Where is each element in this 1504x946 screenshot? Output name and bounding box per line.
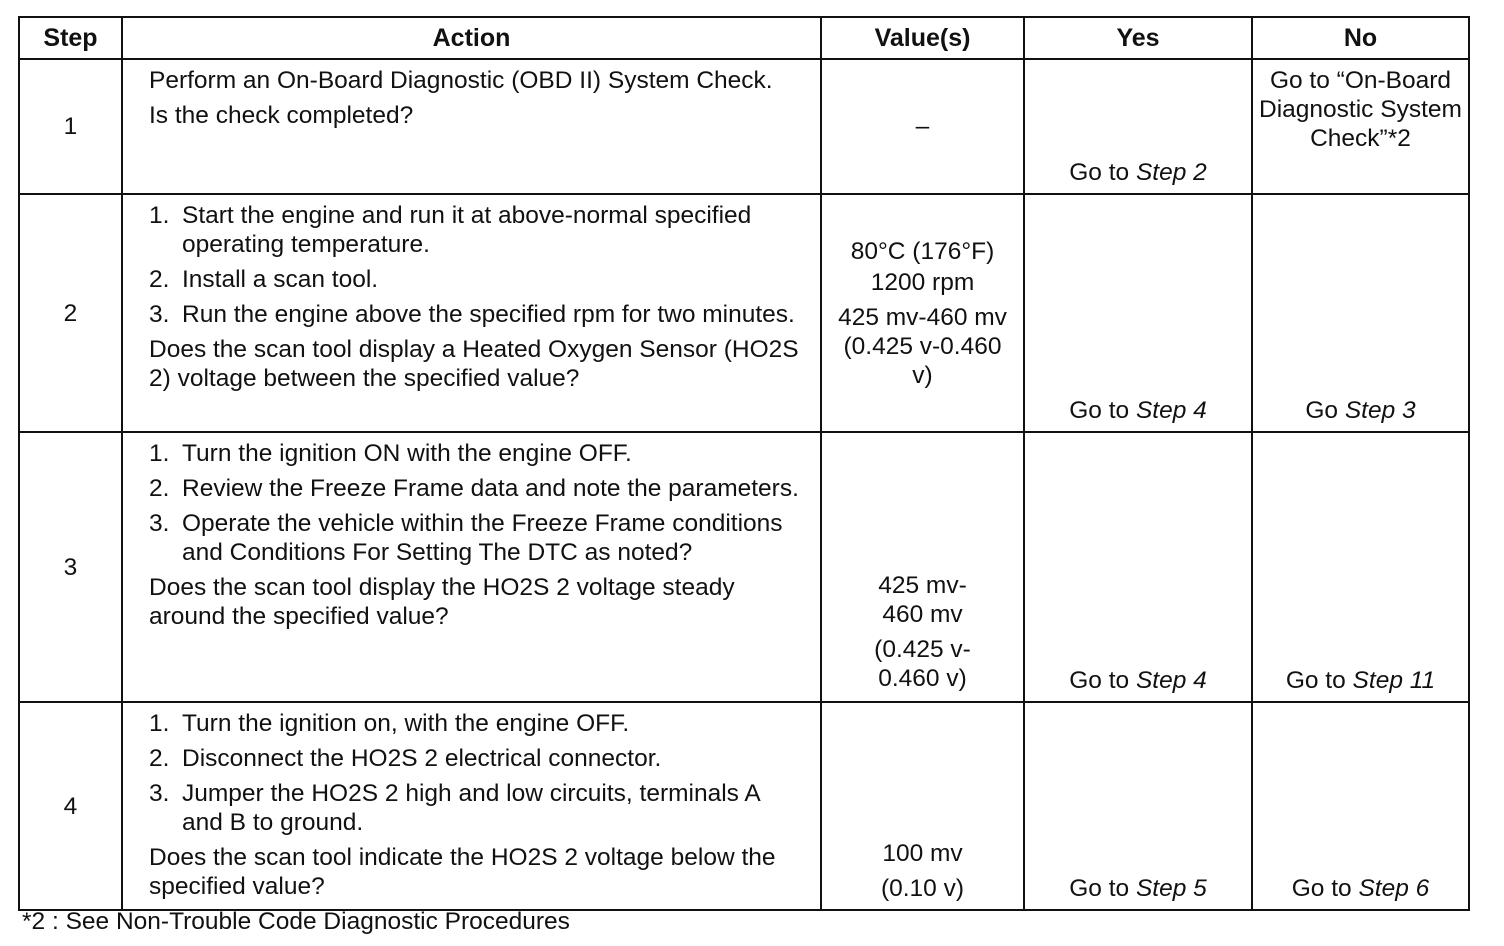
item-number: 1. [149,710,170,737]
step-number: 3 [19,432,122,702]
header-step: Step [19,17,122,59]
action-item [149,439,806,468]
no-cell [1252,194,1469,432]
item-text: Install a scan tool. [182,266,379,293]
action-item [149,201,806,259]
value-line: 80°C (176°F) [850,237,995,265]
action-item [149,474,806,503]
action-item [149,744,806,773]
value-line: 425 mv-460 mv [878,572,967,628]
step-number: 2 [19,194,122,432]
action-cell [122,702,821,910]
header-action: Action [122,17,821,59]
item-text: Review the Freeze Frame data and note the parameters. [182,475,799,502]
no-text: Go to “On-Board Diagnostic System Check”*2 [1259,67,1462,152]
item-number: 3. [149,780,170,807]
action-question: Does the scan tool display a Heated Oxygen Sensor (HO2S 2) voltage between the specified value? [149,336,799,392]
value-line: (0.425 v-0.460 v) [874,636,971,692]
no-target: Step 6 [1358,875,1430,902]
values-cell [821,59,1024,194]
no-prefix: Go to [1291,875,1359,902]
value-line: 1200 rpm [870,268,975,296]
yes-cell [1024,432,1252,702]
value-line: 100 mv [882,840,963,867]
no-prefix: Go to [1285,667,1353,694]
value-line: (0.10 v) [880,875,965,902]
action-item [149,509,806,567]
item-number: 2. [149,475,170,502]
action-cell [122,59,821,194]
table-row [19,59,1469,194]
no-cell [1252,702,1469,910]
action-item [149,709,806,738]
action-item [149,779,806,837]
item-number: 1. [149,202,170,229]
action-question: Does the scan tool display the HO2S 2 voltage steady around the specified value? [149,574,735,630]
item-number: 1. [149,440,170,467]
no-prefix: Go [1305,397,1345,424]
item-text: Start the engine and run it at above-normal specified operating temperature. [182,202,752,258]
step-number: 4 [19,702,122,910]
step-number: 1 [19,59,122,194]
values-cell [821,702,1024,910]
yes-prefix: Go to [1069,159,1136,186]
item-number: 2. [149,266,170,293]
table-row [19,194,1469,432]
item-text: Turn the ignition on, with the engine OFF. [182,710,630,737]
value-line: – [915,113,930,140]
yes-prefix: Go to [1069,667,1136,694]
values-cell [821,432,1024,702]
header-row [19,17,1469,59]
action-cell [122,432,821,702]
action-item [149,300,806,329]
footnote: *2 : See Non-Trouble Code Diagnostic Procedures [22,908,570,935]
no-cell [1252,59,1469,194]
yes-target: Step 5 [1135,875,1207,902]
no-target: Step 11 [1352,667,1436,694]
table-row [19,702,1469,910]
item-text: Turn the ignition ON with the engine OFF. [182,440,632,467]
yes-target: Step 2 [1135,159,1207,186]
no-target: Step 3 [1344,397,1416,424]
item-text: Run the engine above the specified rpm for two minutes. [182,301,795,328]
action-cell [122,194,821,432]
yes-cell [1024,59,1252,194]
header-values: Value(s) [821,17,1024,59]
action-item [149,265,806,294]
action-intro: Perform an On-Board Diagnostic (OBD II) System Check. [149,67,773,94]
yes-target: Step 4 [1135,397,1207,424]
diagnostic-table [18,16,1470,911]
yes-target: Step 4 [1135,667,1207,694]
item-text: Disconnect the HO2S 2 electrical connector. [182,745,662,772]
yes-prefix: Go to [1069,875,1136,902]
values-cell [821,194,1024,432]
header-no: No [1252,17,1469,59]
table-row [19,432,1469,702]
no-cell [1252,432,1469,702]
yes-cell [1024,702,1252,910]
action-question: Does the scan tool indicate the HO2S 2 voltage below the specified value? [149,844,776,900]
yes-cell [1024,194,1252,432]
value-line: 425 mv-460 mv (0.425 v-0.460 v) [838,303,1007,389]
item-number: 3. [149,301,170,328]
item-text: Operate the vehicle within the Freeze Frame conditions and Conditions For Setting The DTC as noted? [182,510,783,566]
item-number: 2. [149,745,170,772]
item-text: Jumper the HO2S 2 high and low circuits, terminals A and B to ground. [182,780,760,836]
item-number: 3. [149,510,170,537]
action-question: Is the check completed? [149,102,414,129]
yes-prefix: Go to [1069,397,1136,424]
header-yes: Yes [1024,17,1252,59]
